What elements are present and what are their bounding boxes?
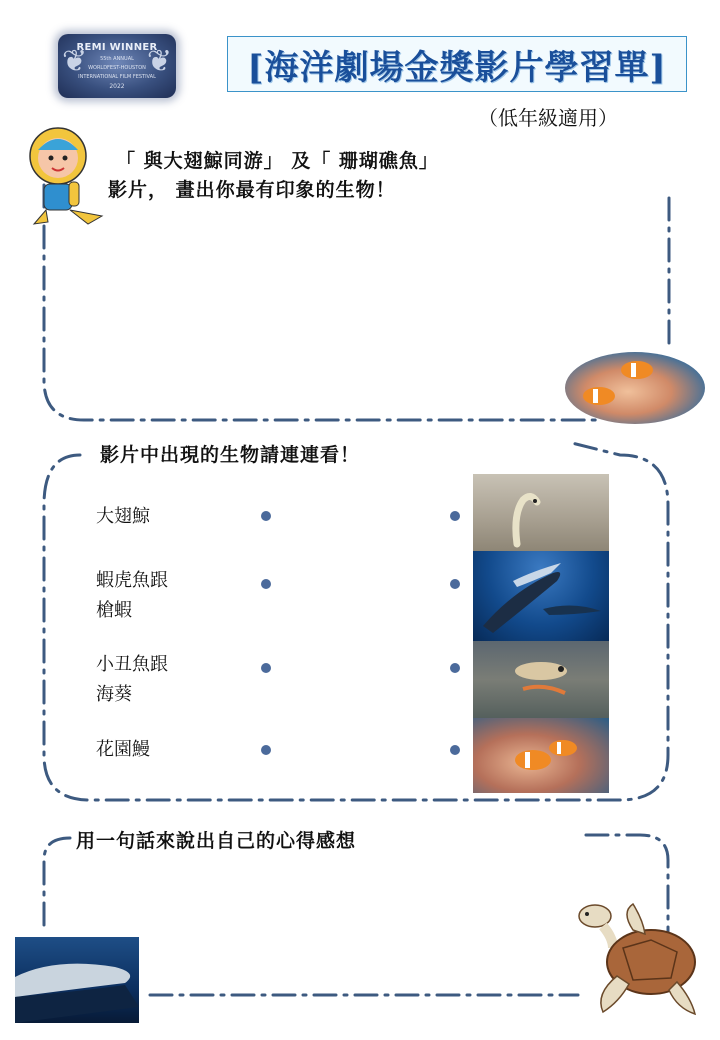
section1-instruction-line1: 「 與大翅鯨同游」 及「 珊瑚礁魚」 (116, 150, 439, 172)
garden-eel-photo (473, 474, 609, 551)
humpback-whale-photo (473, 551, 609, 641)
match-label-2-line1: 蝦虎魚跟 (96, 570, 168, 591)
match-label-1-line1: 大翅鯨 (96, 506, 150, 527)
goby-and-shrimp-photo (473, 641, 609, 718)
connector-dot-right-4 (450, 745, 460, 755)
match-label-3-line2: 海葵 (96, 684, 132, 705)
diver-illustration (14, 124, 114, 228)
connector-dot-right-2 (450, 579, 460, 589)
match-label-4 (96, 735, 150, 765)
page-title: [海洋劇場金獎影片學習單] (247, 47, 667, 88)
connector-dot-left-2 (261, 579, 271, 589)
badge-festival-line1: 55th ANNUAL (100, 56, 134, 62)
match-label-4-line1: 花園鰻 (96, 739, 150, 760)
section3-instruction: 用一句話來說出自己的心得感想 (76, 830, 357, 852)
match-label-3-line1: 小丑魚跟 (96, 654, 168, 675)
connector-dot-left-3 (261, 663, 271, 673)
match-label-1 (96, 502, 150, 532)
badge-year: 2022 (109, 83, 125, 90)
match-label-3 (96, 650, 168, 710)
sea-turtle-illustration (573, 898, 703, 1020)
badge-festival-line2: WORLDFEST-HOUSTON (88, 65, 146, 71)
clownfish-anemone-photo (473, 718, 609, 793)
connector-dot-right-1 (450, 511, 460, 521)
badge-festival-line3: INTERNATIONAL FILM FESTIVAL (78, 74, 156, 80)
laurel-left-icon: ❦ (62, 44, 88, 79)
section2-instruction: 影片中出現的生物請連連看！ (100, 444, 361, 466)
badge-award: REMI WINNER (76, 42, 158, 53)
connector-dot-left-4 (261, 745, 271, 755)
page-subtitle: （低年級適用） (478, 106, 618, 130)
match-label-2-line2: 槍蝦 (96, 600, 132, 621)
match-label-2 (96, 566, 168, 626)
connector-dot-right-3 (450, 663, 460, 673)
section1-frame (44, 185, 600, 420)
connector-dot-left-1 (261, 511, 271, 521)
whale-photo-bottom (15, 937, 139, 1023)
section1-instruction-line2: 影片， 畫出你最有印象的生物！ (108, 179, 396, 201)
clownfish-anemone-photo-top (565, 352, 705, 424)
laurel-right-icon: ❦ (146, 44, 172, 79)
